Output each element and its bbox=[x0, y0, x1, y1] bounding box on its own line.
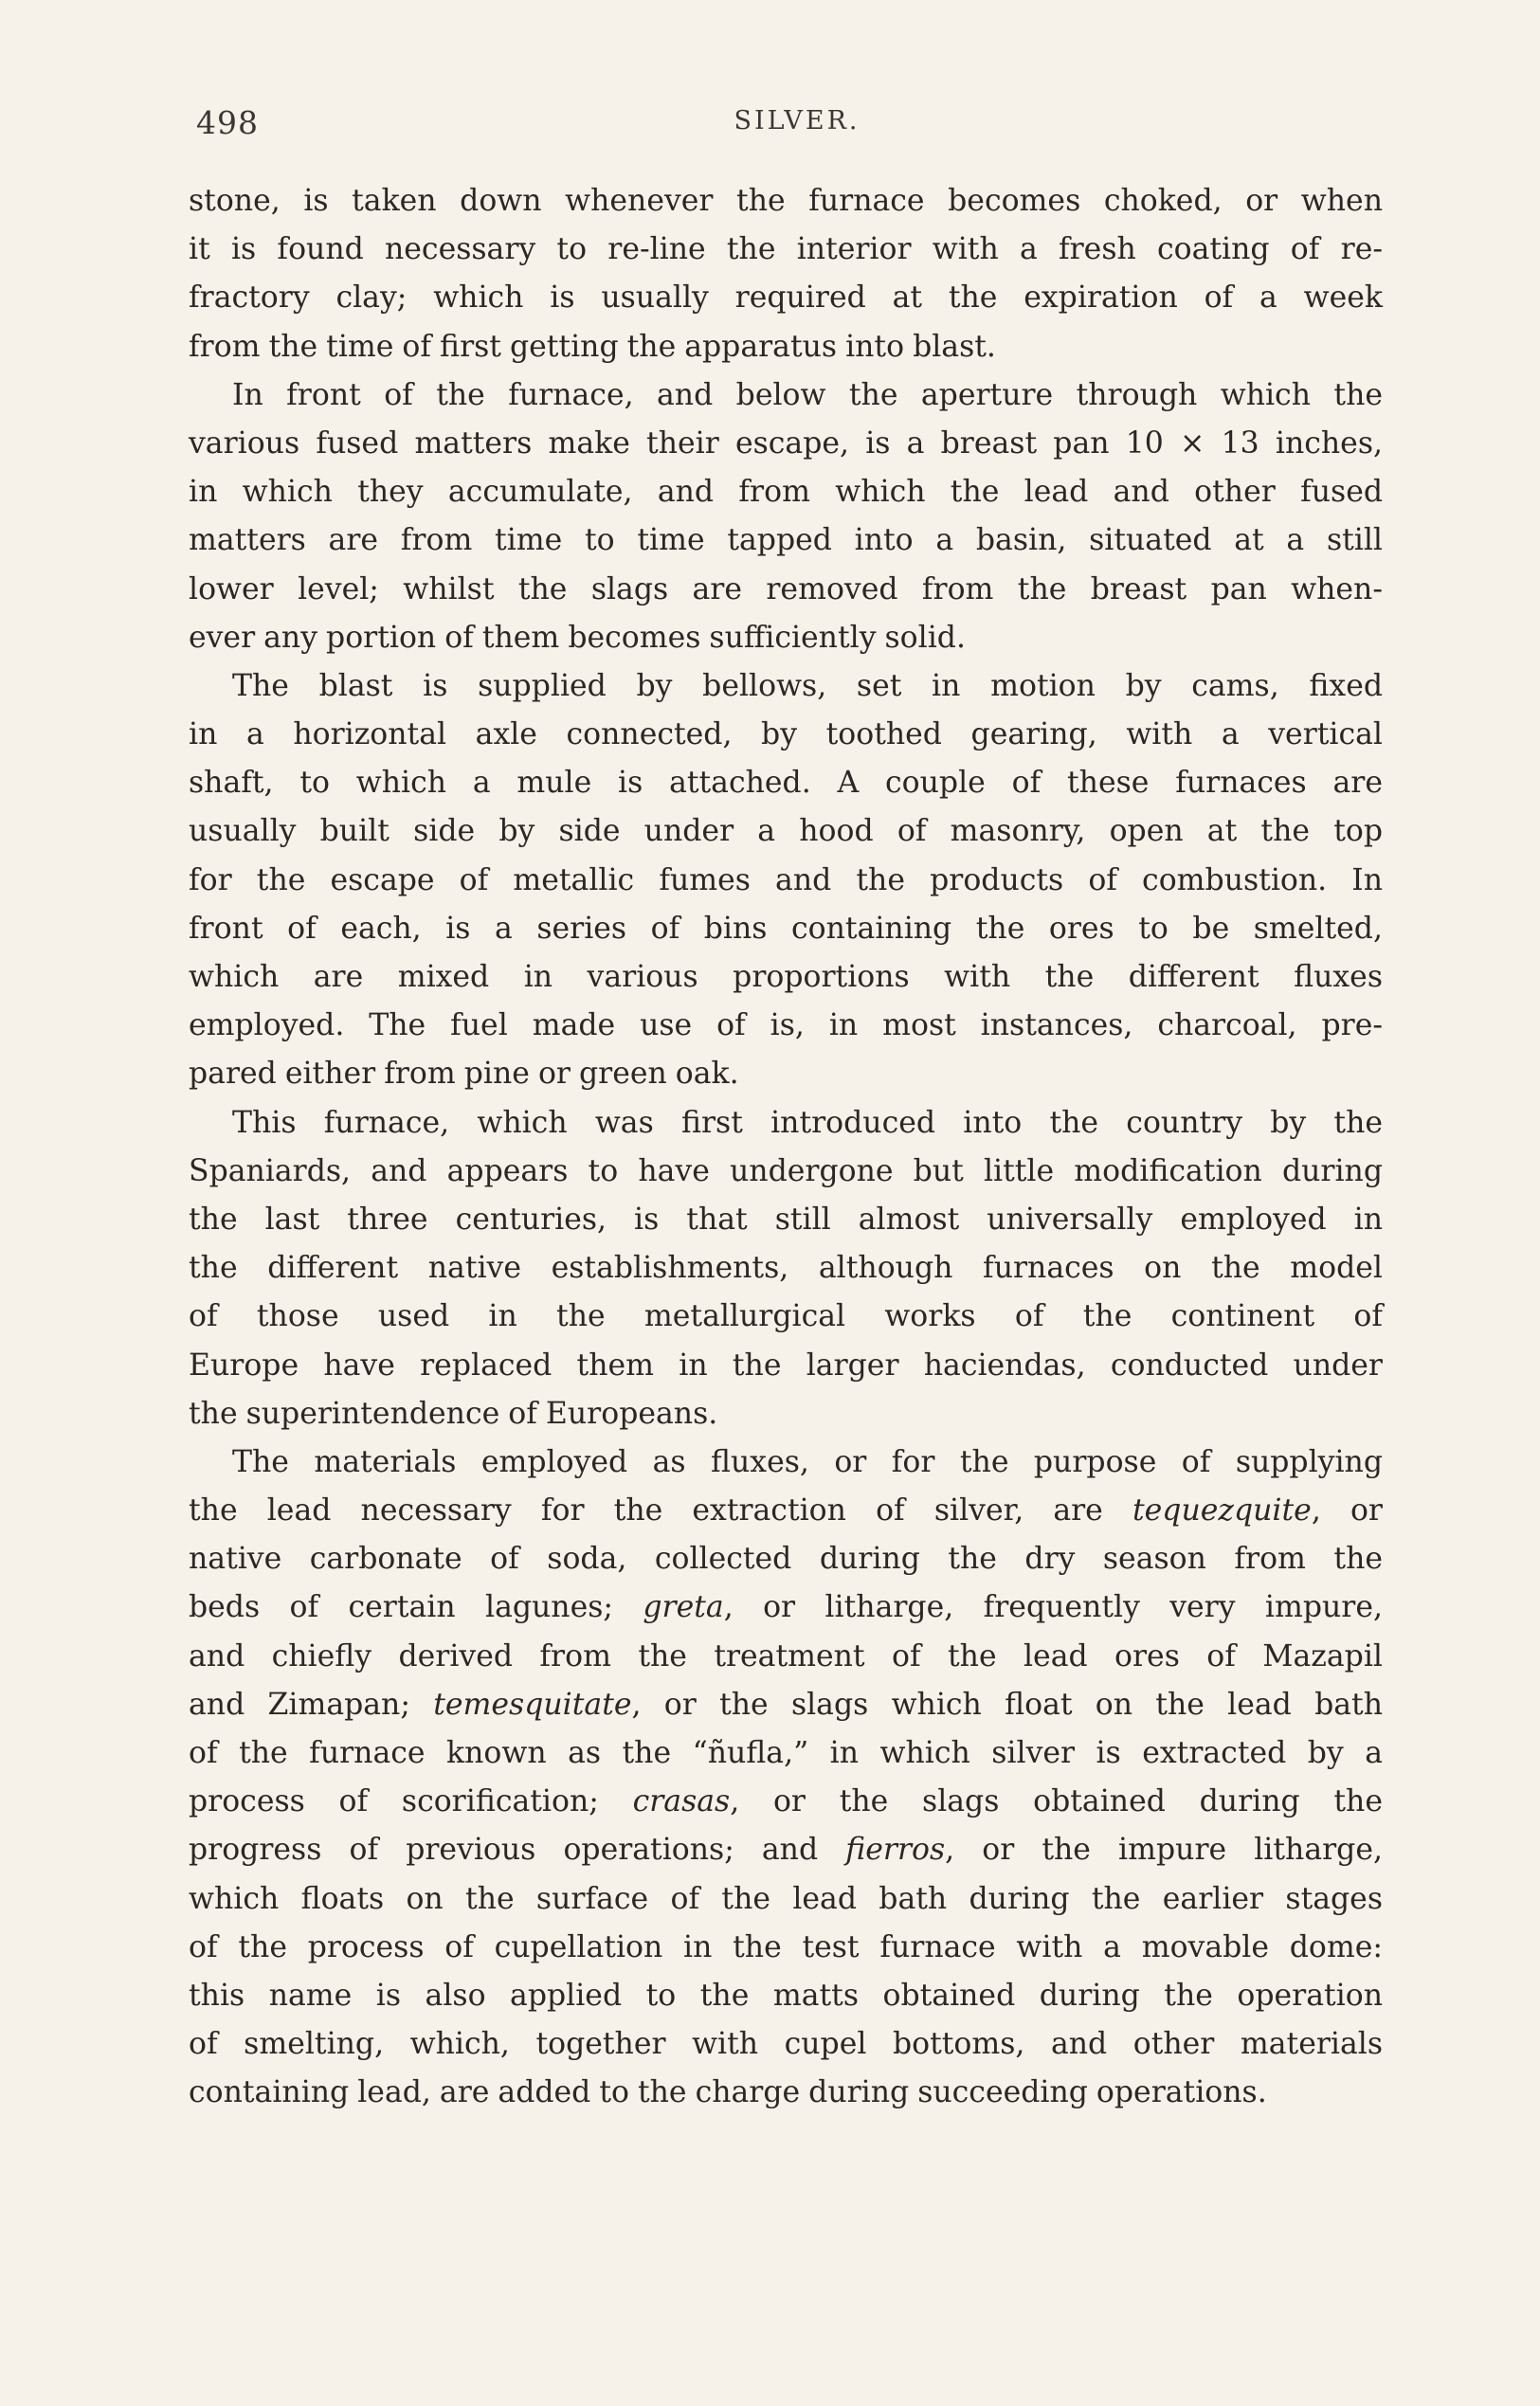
text-line: from the time of first getting the apparatus into blast. bbox=[189, 329, 996, 364]
text-line: fractory clay; which is usually required at the expiration of a week bbox=[189, 280, 1383, 316]
text-line: which are mixed in various proportions with the different fluxes bbox=[189, 960, 1383, 994]
text-line: the last three centuries, is that still almost universally employed in bbox=[189, 1202, 1383, 1237]
paragraph bbox=[189, 662, 1383, 1099]
paragraph bbox=[189, 1438, 1383, 2118]
italic-term: temesquitate bbox=[433, 1687, 632, 1722]
text-line: process of scorification; crasas, or the slags obtained during the bbox=[189, 1784, 1383, 1819]
italic-term: tequezquite bbox=[1132, 1493, 1312, 1529]
running-head: SILVER. bbox=[734, 106, 861, 136]
text-line: matters are from time to time tapped into a basin, situated at a still bbox=[189, 523, 1383, 558]
page-header bbox=[196, 104, 1379, 152]
text-line: it is found necessary to re-line the interior with a fresh coating of re- bbox=[189, 232, 1383, 267]
text-line: lower level; whilst the slags are removed from the breast pan when- bbox=[189, 571, 1383, 606]
text-line: and Zimapan; temesquitate, or the slags which float on the lead bath bbox=[189, 1687, 1383, 1722]
text-line: in a horizontal axle connected, by toothed gearing, with a vertical bbox=[189, 717, 1383, 752]
text-line: of the furnace known as the “ñufla,” in which silver is extracted by a bbox=[189, 1736, 1383, 1770]
text-line: the lead necessary for the extraction of silver, are tequezquite, or bbox=[189, 1493, 1383, 1529]
text-line: containing lead, are added to the charge during succeeding operations. bbox=[189, 2075, 1267, 2110]
text-line: native carbonate of soda, collected during the dry season from the bbox=[189, 1542, 1383, 1577]
text-line: of the process of cupellation in the test furnace with a movable dome: bbox=[189, 1929, 1383, 1964]
text-line: the different native establishments, although furnaces on the model bbox=[189, 1251, 1383, 1286]
paragraph bbox=[189, 177, 1383, 371]
paragraph bbox=[189, 1099, 1383, 1438]
text-line: for the escape of metallic fumes and the products of combustion. In bbox=[189, 862, 1383, 897]
text-line: pared either from pine or green oak. bbox=[189, 1057, 739, 1092]
text-line: this name is also applied to the matts obtained during the operation bbox=[189, 1978, 1383, 2013]
italic-term: fierros bbox=[845, 1833, 946, 1868]
paragraph bbox=[189, 371, 1383, 662]
text-line: ever any portion of them becomes sufficiently solid. bbox=[189, 620, 966, 655]
text-line: various fused matters make their escape, is a breast pan 10 × 13 inches, bbox=[189, 425, 1383, 461]
text-line: shaft, to which a mule is attached. A couple of these furnaces are bbox=[189, 766, 1383, 801]
text-line: The materials employed as fluxes, or for the purpose of supplying bbox=[232, 1444, 1383, 1479]
text-line: progress of previous operations; and fierros, or the impure litharge, bbox=[189, 1833, 1383, 1868]
text-line: in which they accumulate, and from which the lead and other fused bbox=[189, 475, 1383, 510]
text-line: front of each, is a series of bins containing the ores to be smelted, bbox=[189, 911, 1383, 946]
text-line: In front of the furnace, and below the aperture through which the bbox=[232, 377, 1383, 412]
text-line: beds of certain lagunes; greta, or litharge, frequently very impure, bbox=[189, 1590, 1383, 1625]
page-number: 498 bbox=[196, 104, 259, 141]
text-line: of smelting, which, together with cupel bottoms, and other materials bbox=[189, 2027, 1383, 2062]
text-line: The blast is supplied by bellows, set in motion by cams, fixed bbox=[232, 668, 1383, 703]
text-line: of those used in the metallurgical works of the continent of bbox=[189, 1299, 1383, 1334]
text-line: This furnace, which was first introduced into the country by the bbox=[232, 1105, 1383, 1140]
text-line: Europe have replaced them in the larger haciendas, conducted under bbox=[189, 1348, 1383, 1383]
text-line: and chiefly derived from the treatment of the lead ores of Mazapil bbox=[189, 1638, 1383, 1673]
text-line: which floats on the surface of the lead bath during the earlier stages bbox=[189, 1881, 1383, 1916]
text-line: stone, is taken down whenever the furnace becomes choked, or when bbox=[189, 184, 1383, 218]
text-line: the superintendence of Europeans. bbox=[189, 1396, 718, 1431]
text-line: employed. The fuel made use of is, in most instances, charcoal, pre- bbox=[189, 1008, 1383, 1043]
italic-term: crasas bbox=[632, 1784, 731, 1819]
text-line: usually built side by side under a hood of masonry, open at the top bbox=[189, 814, 1383, 849]
body-text bbox=[189, 177, 1383, 2118]
text-line: Spaniards, and appears to have undergone but little modification during bbox=[189, 1153, 1383, 1188]
italic-term: greta bbox=[643, 1590, 724, 1625]
